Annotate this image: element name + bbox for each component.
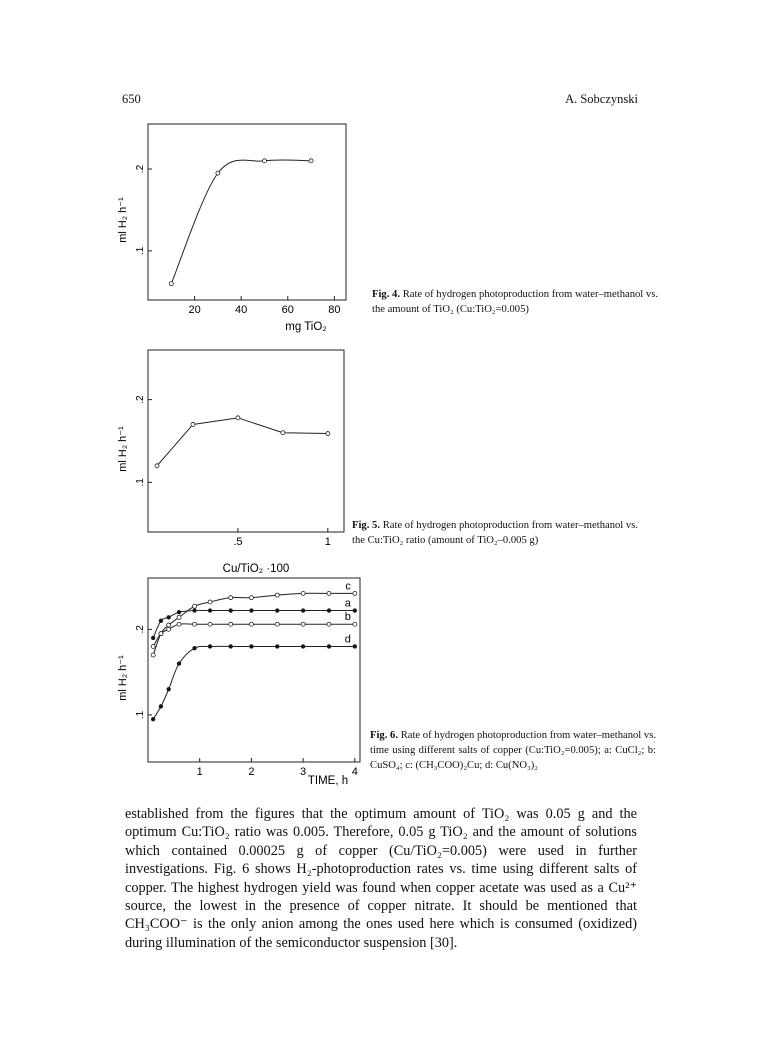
y-tick-label: .2 — [135, 164, 146, 174]
x-tick-label: 40 — [235, 304, 248, 316]
data-point — [193, 604, 197, 608]
series-label-a: a — [344, 597, 351, 610]
data-point — [177, 610, 181, 614]
page-number: 650 — [122, 92, 141, 106]
data-point — [159, 619, 163, 623]
y-tick-label: .1 — [135, 710, 146, 720]
figure-6-label: Fig. 6. — [370, 730, 398, 741]
figure-5-chart — [110, 344, 360, 576]
data-point — [236, 416, 240, 420]
data-point — [208, 645, 212, 649]
data-point — [167, 627, 171, 631]
y-tick-label: .2 — [135, 395, 146, 404]
data-point — [151, 636, 155, 640]
y-tick-label: .1 — [135, 246, 146, 256]
series-label-c: c — [345, 580, 351, 593]
data-point — [151, 653, 155, 657]
data-point — [191, 422, 195, 426]
data-point — [275, 609, 279, 613]
data-point — [229, 645, 233, 649]
data-point — [327, 645, 331, 649]
data-point — [250, 609, 254, 613]
series-label-d: d — [344, 633, 351, 646]
data-point — [169, 282, 173, 286]
running-head-author: A. Sobczynski — [565, 92, 638, 106]
data-point — [327, 622, 331, 626]
series-line — [153, 646, 355, 719]
data-point — [353, 609, 357, 613]
data-point — [353, 645, 357, 649]
figure-4-chart — [110, 118, 360, 340]
x-tick-label: 60 — [281, 304, 294, 316]
x-axis-label: mg TiO₂ — [285, 321, 327, 333]
data-point — [249, 596, 253, 600]
data-point — [229, 596, 233, 600]
y-axis-label: ml H₂ h⁻¹ — [117, 197, 129, 243]
data-point — [208, 622, 212, 626]
x-tick-label: 80 — [328, 304, 341, 316]
data-point — [167, 687, 171, 691]
x-tick-label: .5 — [233, 536, 243, 548]
data-point — [208, 600, 212, 604]
x-tick-label: 20 — [188, 304, 201, 316]
data-point — [301, 645, 305, 649]
y-axis-label: ml H₂ h⁻¹ — [117, 655, 129, 701]
data-point — [229, 609, 233, 613]
data-point — [177, 622, 181, 626]
figure-6-caption-text: Rate of hydrogen photoproduction from water–methanol vs. time using different salts of copper (Cu:TiO₂=0.005); a: CuCl₂; b: CuSO₄; c: (CH₃COO)₂Cu; d: Cu(NO₃)₂ — [370, 730, 656, 772]
x-tick-label: 1 — [324, 536, 331, 548]
data-point — [167, 616, 171, 620]
data-point — [151, 717, 155, 721]
data-point — [326, 432, 330, 436]
data-point — [309, 159, 313, 163]
data-point — [301, 591, 305, 595]
y-axis-label: ml H₂ h⁻¹ — [117, 426, 129, 472]
data-point — [353, 591, 357, 595]
y-tick-label: .1 — [135, 478, 146, 487]
data-point — [155, 464, 159, 468]
data-point — [250, 645, 254, 649]
data-point — [151, 644, 155, 648]
data-point — [262, 159, 266, 163]
figure-4-caption — [372, 287, 658, 317]
data-point — [167, 623, 171, 627]
data-point — [249, 622, 253, 626]
data-point — [301, 622, 305, 626]
data-point — [301, 609, 305, 613]
data-point — [327, 609, 331, 613]
series-line — [153, 624, 355, 647]
series-line — [157, 418, 328, 466]
figure-5-caption-text: Rate of hydrogen photoproduction from water–methanol vs. the Cu:TiO₂ ratio (amount of TiO₂–0.005 g) — [352, 520, 638, 547]
data-point — [353, 622, 357, 626]
x-axis-label: TIME, h — [307, 775, 349, 786]
data-point — [193, 622, 197, 626]
plot-frame — [148, 578, 360, 762]
data-point — [193, 609, 197, 613]
data-point — [159, 632, 163, 636]
x-axis-label: Cu/TiO₂ ·100 — [222, 563, 290, 575]
body-paragraph: established from the figures that the optimum amount of TiO₂ was 0.05 g and the optimum Cu:TiO₂ ratio was 0.005. Therefore, 0.05 g TiO₂ and the amount of solutions which contained 0.00025 g of copper (Cu/TiO₂=0.005) were used in further investigations. Fig. 6 shows H₂-photoproduction rates vs. time using different salts of copper. The highest hydrogen yield was found when copper acetate was used as a Cu²⁺ source, the lowest in the presence of copper nitrate. It should be mentioned that CH₃COO⁻ is the only anion among the ones used here which is consumed (oxidized) during illumination of the semiconductor suspension [30]. — [125, 806, 637, 951]
plot-frame — [148, 124, 346, 300]
data-point — [177, 615, 181, 619]
figure-4-label: Fig. 4. — [372, 289, 400, 300]
data-point — [327, 591, 331, 595]
x-tick-label: 4 — [351, 766, 358, 778]
data-point — [177, 662, 181, 666]
data-point — [193, 646, 197, 650]
x-tick-label: 1 — [196, 766, 203, 778]
plot-frame — [148, 350, 344, 532]
x-tick-label: 3 — [300, 766, 307, 778]
data-point — [275, 622, 279, 626]
figure-5-caption — [352, 518, 638, 548]
data-point — [281, 431, 285, 435]
y-tick-label: .2 — [135, 625, 146, 634]
data-point — [275, 645, 279, 649]
data-point — [159, 705, 163, 709]
series-label-b: b — [344, 611, 351, 624]
data-point — [216, 171, 220, 175]
figure-4-caption-text: Rate of hydrogen photoproduction from water–methanol vs. the amount of TiO₂ (Cu:TiO₂=0.005) — [372, 289, 658, 316]
data-point — [275, 593, 279, 597]
data-point — [208, 609, 212, 613]
figure-6-caption — [370, 728, 656, 774]
series-line — [171, 160, 311, 284]
data-point — [229, 622, 233, 626]
x-tick-label: 2 — [248, 766, 255, 778]
figure-5-label: Fig. 5. — [352, 520, 380, 531]
figure-6-chart — [110, 574, 370, 786]
